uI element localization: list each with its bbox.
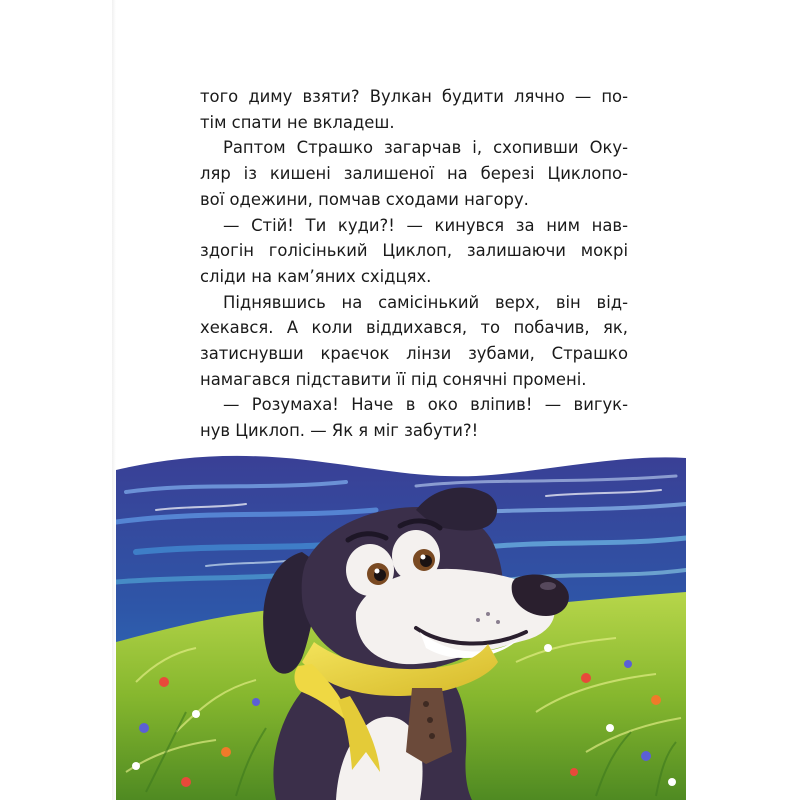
book-page xyxy=(116,0,686,800)
story-text xyxy=(200,84,628,444)
text-line: нув Циклоп. — Як я міг забути?! xyxy=(200,421,479,441)
text-line: ляр із кишені залишеної на березі Циклопо- xyxy=(200,164,628,184)
paragraph-3 xyxy=(200,213,628,290)
paragraph-1 xyxy=(200,84,628,135)
text-line: того диму взяти? Вулкан будити лячно — по- xyxy=(200,87,628,106)
text-line: Піднявшись на самісінький верх, він від- xyxy=(223,292,628,312)
paragraph-4 xyxy=(200,290,628,393)
text-line: сліди на кам’яних східцях. xyxy=(200,266,432,286)
text-line: — Розумаха! Наче в око вліпив! — вигук- xyxy=(223,395,628,415)
text-line: тім спати не вкладеш. xyxy=(200,112,395,132)
text-line: намагався підставити її під сонячні промені. xyxy=(200,369,587,389)
text-line: Раптом Страшко загарчав і, схопивши Оку- xyxy=(223,138,628,158)
illustration-svg xyxy=(116,452,686,800)
nose-highlight xyxy=(540,582,556,590)
eye-highlight-right xyxy=(421,555,426,560)
text-line: — Стій! Ти куди?! — кинувся за ним нав- xyxy=(223,215,628,235)
eye-highlight-left xyxy=(375,569,380,574)
text-line: затиснувши краєчок лінзи зубами, Страшко xyxy=(200,344,628,364)
scene xyxy=(116,452,686,800)
paragraph-5 xyxy=(200,392,628,443)
text-line: здогін голісінький Циклоп, залишаючи мокрі xyxy=(200,241,628,261)
text-line: хекався. А коли віддихався, то побачив, як, xyxy=(200,318,628,338)
dog-illustration xyxy=(116,452,686,800)
paragraph-2 xyxy=(200,135,628,212)
text-line: вої одежини, помчав сходами нагору. xyxy=(200,189,529,209)
